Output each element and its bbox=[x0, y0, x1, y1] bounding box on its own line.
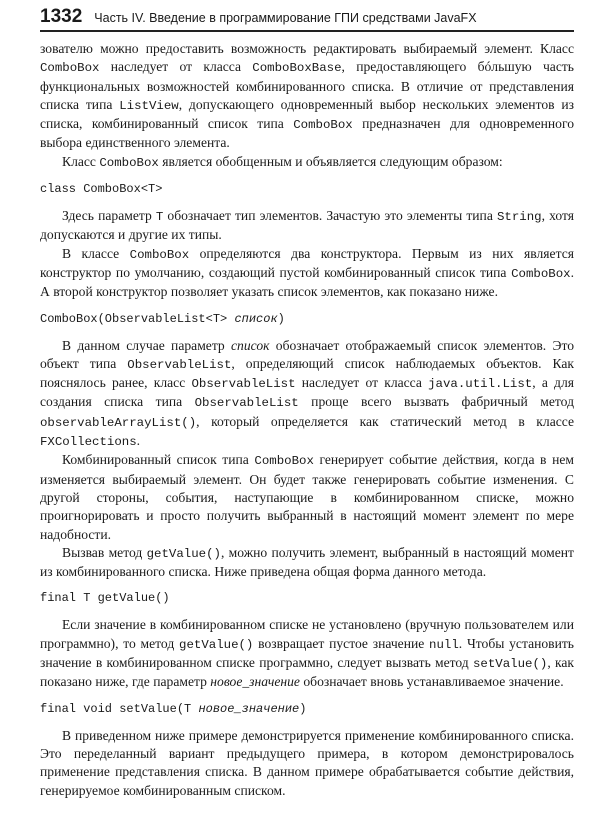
page-body bbox=[40, 40, 574, 800]
text: обозначает тип элементов. Зачастую это элементы типа bbox=[163, 208, 497, 224]
text: , предоставляющего бóльшую часть функциональных возможностей комбинированного списка. В отличие от представления списка типа bbox=[40, 59, 575, 112]
text: Вызвав метод bbox=[62, 544, 147, 560]
paragraph-4 bbox=[40, 245, 574, 302]
text: , определяющий список наблюдаемых объектов. Как пояснялось ранее, класс bbox=[40, 355, 574, 391]
page-header bbox=[40, 0, 574, 32]
inline-code: java.util.List bbox=[428, 377, 533, 392]
text: Если значение в комбинированном списке не установлено (вручную пользователем или программно), то метод bbox=[40, 617, 574, 651]
inline-code: observableArrayList() bbox=[40, 415, 197, 430]
code-text: ) bbox=[299, 701, 307, 716]
inline-code: ComboBox bbox=[99, 155, 159, 170]
text: обозначает вновь устанавливаемое значение. bbox=[299, 674, 564, 690]
paragraph-6 bbox=[40, 451, 574, 543]
inline-code: getValue() bbox=[146, 546, 221, 561]
inline-code: ObservableList bbox=[194, 396, 299, 411]
text: зователю можно предоставить возможность редактировать выбираемый элемент. Класс bbox=[40, 41, 574, 56]
text: обозначает отображаемый список элементов. Это объект типа bbox=[40, 337, 574, 371]
italic-param: новое_значение bbox=[210, 674, 300, 690]
inline-code: ComboBox bbox=[293, 118, 353, 133]
text: . bbox=[136, 433, 141, 449]
inline-code: ComboBox bbox=[511, 266, 571, 281]
text: В данном случае параметр bbox=[62, 337, 232, 353]
text: наследует от класса bbox=[99, 59, 253, 75]
text: , можно получить элемент, выбранный в настоящий момент из комбинированного списка. Ниже приведена общая форма данного метода. bbox=[40, 544, 574, 580]
inline-code: ListView bbox=[119, 98, 179, 113]
inline-code: FXCollections bbox=[40, 435, 137, 450]
code-block-setvalue bbox=[40, 701, 574, 717]
code-block-class-declaration: class ComboBox<T> bbox=[40, 182, 163, 197]
text: , а для создания списка типа bbox=[40, 375, 575, 410]
inline-code: T bbox=[155, 210, 164, 225]
inline-code: setValue() bbox=[472, 657, 548, 672]
text: предназначен для одновременного выбора единственного элемента. bbox=[40, 116, 574, 151]
code-param: список bbox=[234, 311, 278, 326]
paragraph-1 bbox=[40, 40, 574, 153]
inline-code: ComboBoxBase bbox=[252, 61, 342, 76]
inline-code: getValue() bbox=[179, 637, 254, 652]
running-head: Часть IV. Введение в программирование ГПИ средствами JavaFX bbox=[94, 11, 477, 25]
inline-code: null bbox=[429, 637, 459, 652]
text: , допускающего одновременный выбор нескольких элементов из списка, комбинированный список типа bbox=[40, 96, 575, 132]
page-number: 1332 bbox=[40, 6, 83, 27]
italic-param: список bbox=[231, 337, 270, 353]
text: Класс bbox=[62, 153, 100, 169]
inline-code: ComboBox bbox=[40, 61, 100, 76]
code-block-constructor bbox=[40, 311, 574, 327]
inline-code: ComboBox bbox=[129, 247, 190, 262]
text: . А второй конструктор позволяет указать список элементов, как показано ниже. bbox=[40, 264, 574, 300]
inline-code: String bbox=[496, 210, 542, 225]
text: определяются два конструктора. Первым из них является конструктор по умолчанию, создающий пустой комбинированный список типа bbox=[40, 245, 574, 280]
paragraph-5 bbox=[40, 337, 574, 452]
text: является обобщенным и объявляется следующим образом: bbox=[158, 153, 503, 169]
text: Комбинированный список типа bbox=[62, 452, 255, 468]
text: возвращает пустое значение bbox=[253, 635, 430, 651]
text: проще всего вызвать фабричный метод bbox=[298, 394, 574, 410]
code-text: ComboBox(ObservableList<T> bbox=[40, 311, 235, 326]
paragraph-2 bbox=[40, 153, 574, 172]
code-param: новое_значение bbox=[198, 701, 300, 716]
text: , хотя допускаются и другие их типы. bbox=[40, 208, 574, 243]
text: , который определяется как статический метод в классе bbox=[196, 413, 574, 429]
paragraph-9 bbox=[40, 727, 574, 800]
text: генерирует событие действия, когда в нем изменяется выбираемый элемент. Он будет также генерировать событие изменения. С другой стороны, события, наступающие в комбинированном списке, можно проигнорировать и просто получить выбранный в настоящий момент элемент по мере надобности. bbox=[40, 452, 574, 542]
paragraph-8 bbox=[40, 616, 574, 691]
code-text: final void setValue(T bbox=[40, 701, 199, 716]
text: Здесь параметр bbox=[62, 208, 156, 224]
code-block-getvalue: final T getValue() bbox=[40, 591, 170, 606]
text: В классе bbox=[62, 245, 130, 261]
text: В приведенном ниже примере демонстрируется применение комбинированного списка. Это переделанный вариант предыдущего примера, в котором демонстрировалось применение представления списка. В данном примере обрабатывается событие действия, генерируемое комбинированным списком. bbox=[40, 727, 574, 798]
text: . Чтобы установить значение в комбинированном списке программно, следует вызвать метод bbox=[40, 635, 575, 671]
inline-code: ObservableList bbox=[127, 357, 232, 372]
inline-code: ComboBox bbox=[254, 454, 314, 469]
code-text: ) bbox=[277, 311, 285, 326]
inline-code: ObservableList bbox=[191, 377, 296, 392]
text: , как показано ниже, где параметр bbox=[40, 655, 574, 690]
paragraph-7 bbox=[40, 544, 574, 582]
paragraph-3 bbox=[40, 207, 574, 245]
text: наследует от класса bbox=[295, 375, 429, 391]
